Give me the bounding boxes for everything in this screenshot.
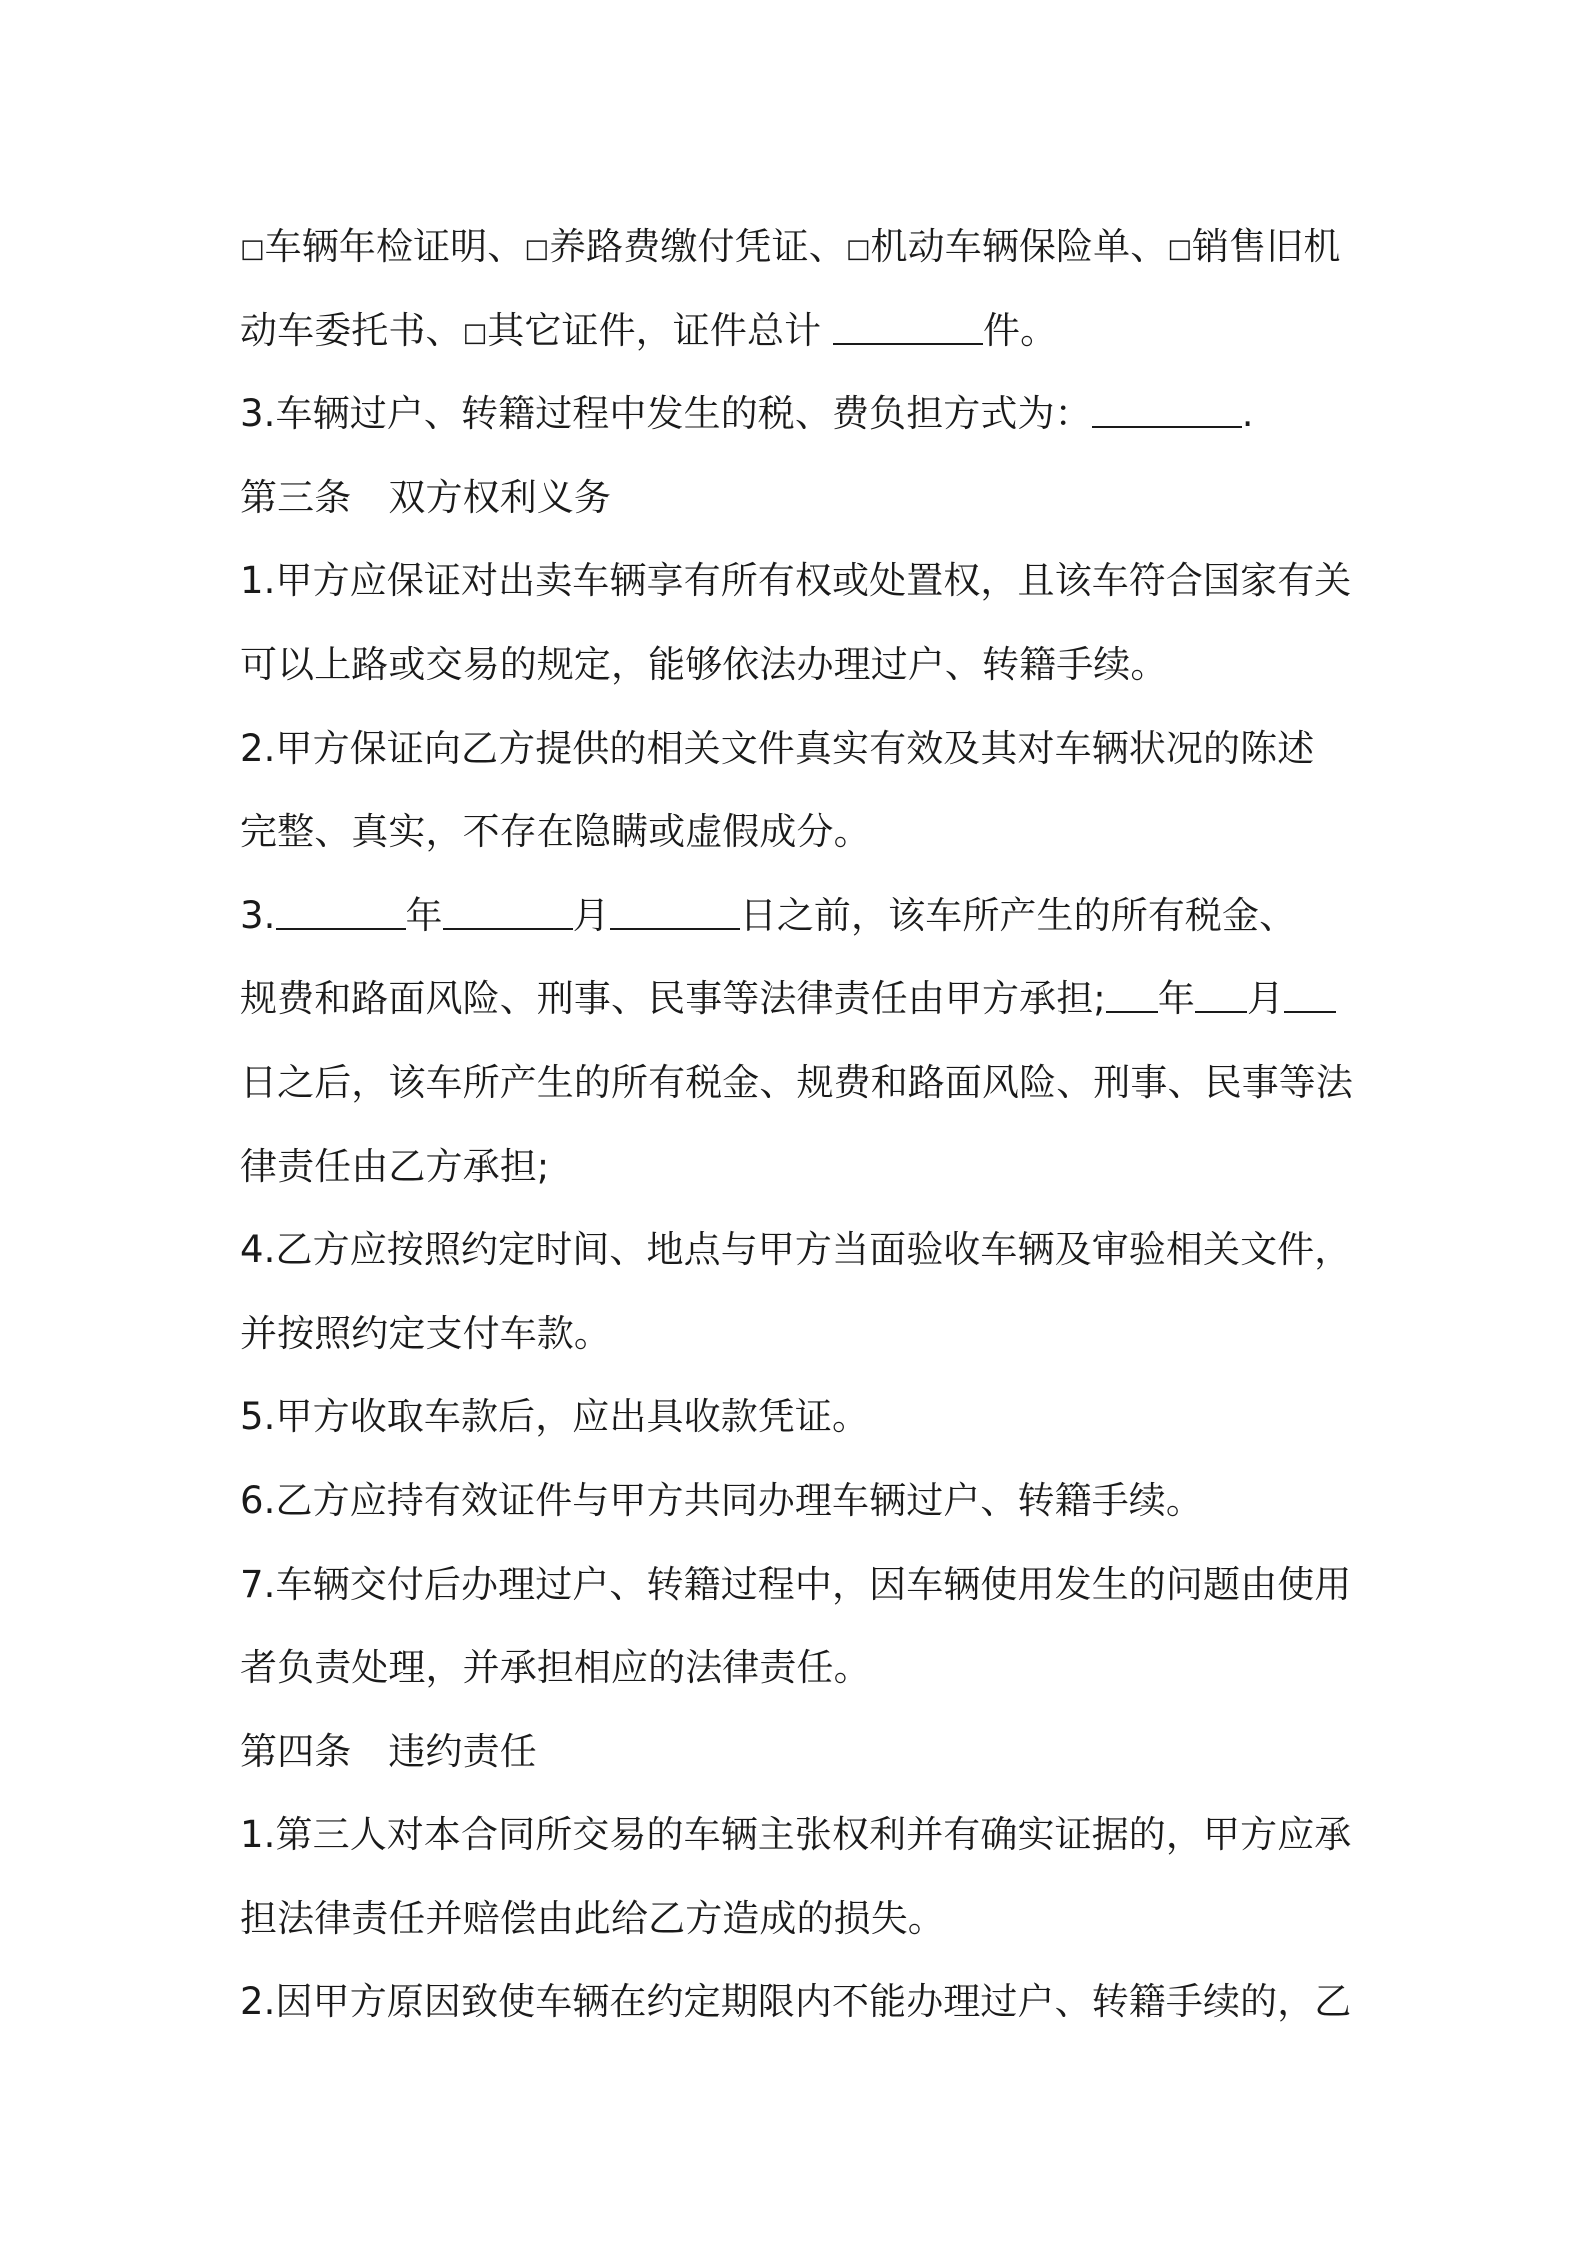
doc-line-tax-burden [240,372,1365,456]
doc-text: 动车委托书、 [240,308,463,352]
fill-blank-document-count [833,313,983,345]
checkbox-icon: □ [1167,234,1193,264]
fill-blank-tax-method [1092,396,1242,428]
doc-text: 其它证件，证件总计 [487,308,834,352]
fill-blank-year [1106,981,1158,1013]
doc-line: 1.甲方应保证对出卖车辆享有所有权或处置权，且该车符合国家有关 [240,559,1352,603]
doc-line: 7.车辆交付后办理过户、转籍过程中，因车辆使用发生的问题由使用 [240,1562,1352,1606]
checkbox-icon: □ [462,317,488,348]
doc-line: 2.因甲方原因致使车辆在约定期限内不能办理过户、转籍手续的，乙 [240,1980,1352,2024]
doc-text: 月 [1246,977,1285,1021]
doc-line: 4.乙方应按照约定时间、地点与甲方当面验收车辆及审验相关文件， [240,1228,1352,1272]
doc-line-date-before [240,874,1365,958]
doc-text: 年 [405,893,443,937]
doc-line: 者负责处理，并承担相应的法律责任。 [240,1646,871,1690]
document-body [240,205,1365,2044]
doc-line-date-after [240,957,1365,1041]
doc-line: 并按照约定支付车款。 [240,1311,611,1355]
doc-line: 2.甲方保证向乙方提供的相关文件真实有效及其对车辆状况的陈述 [240,726,1315,770]
checkbox-icon: □ [845,234,871,264]
doc-line: 日之后，该车所产生的所有税金、规费和路面风险、刑事、民事等法 [240,1060,1353,1104]
checkbox-icon: □ [524,234,550,264]
doc-line: 可以上路或交易的规定，能够依法办理过户、转籍手续。 [240,642,1168,686]
fill-blank-month [443,898,573,930]
doc-line-documents-total [240,289,1365,373]
doc-text: 销售旧机 [1192,225,1341,268]
doc-line: 1.第三人对本合同所交易的车辆主张权利并有确实证据的，甲方应承 [240,1813,1352,1857]
doc-text: 件。 [983,308,1058,352]
doc-text: 养路费缴付凭证、 [549,225,846,268]
doc-text: 车辆年检证明、 [264,225,525,268]
doc-text: 月 [572,893,610,937]
fill-blank-day [1284,981,1336,1013]
doc-text: 3.车辆过户、转籍过程中发生的税、费负担方式为： [240,392,1092,436]
section-heading-article-3: 第三条 双方权利义务 [240,475,611,519]
doc-line: 担法律责任并赔偿由此给乙方造成的损失。 [240,1896,945,1940]
fill-blank-day [610,898,740,930]
doc-text: . [1241,392,1254,436]
doc-line: 6.乙方应持有效证件与甲方共同办理车辆过户、转籍手续。 [240,1478,1203,1522]
doc-text: 3. [240,893,276,937]
doc-text: 规费和路面风险、刑事、民事等法律责任由甲方承担; [240,977,1106,1021]
fill-blank-month [1195,981,1247,1013]
doc-text: 年 [1157,977,1195,1021]
doc-text: 日之前，该车所产生的所有税金、 [739,893,1297,937]
checkbox-icon: □ [240,234,265,264]
doc-line: 5.甲方收取车款后，应出具收款凭证。 [240,1395,870,1439]
fill-blank-year [276,898,406,930]
doc-line: 律责任由乙方承担; [240,1144,550,1188]
doc-line: 完整、真实，不存在隐瞒或虚假成分。 [240,810,871,854]
doc-text: 机动车辆保险单、 [870,225,1168,268]
doc-line-documents-list [240,205,1365,289]
section-heading-article-4: 第四条 违约责任 [240,1729,537,1773]
